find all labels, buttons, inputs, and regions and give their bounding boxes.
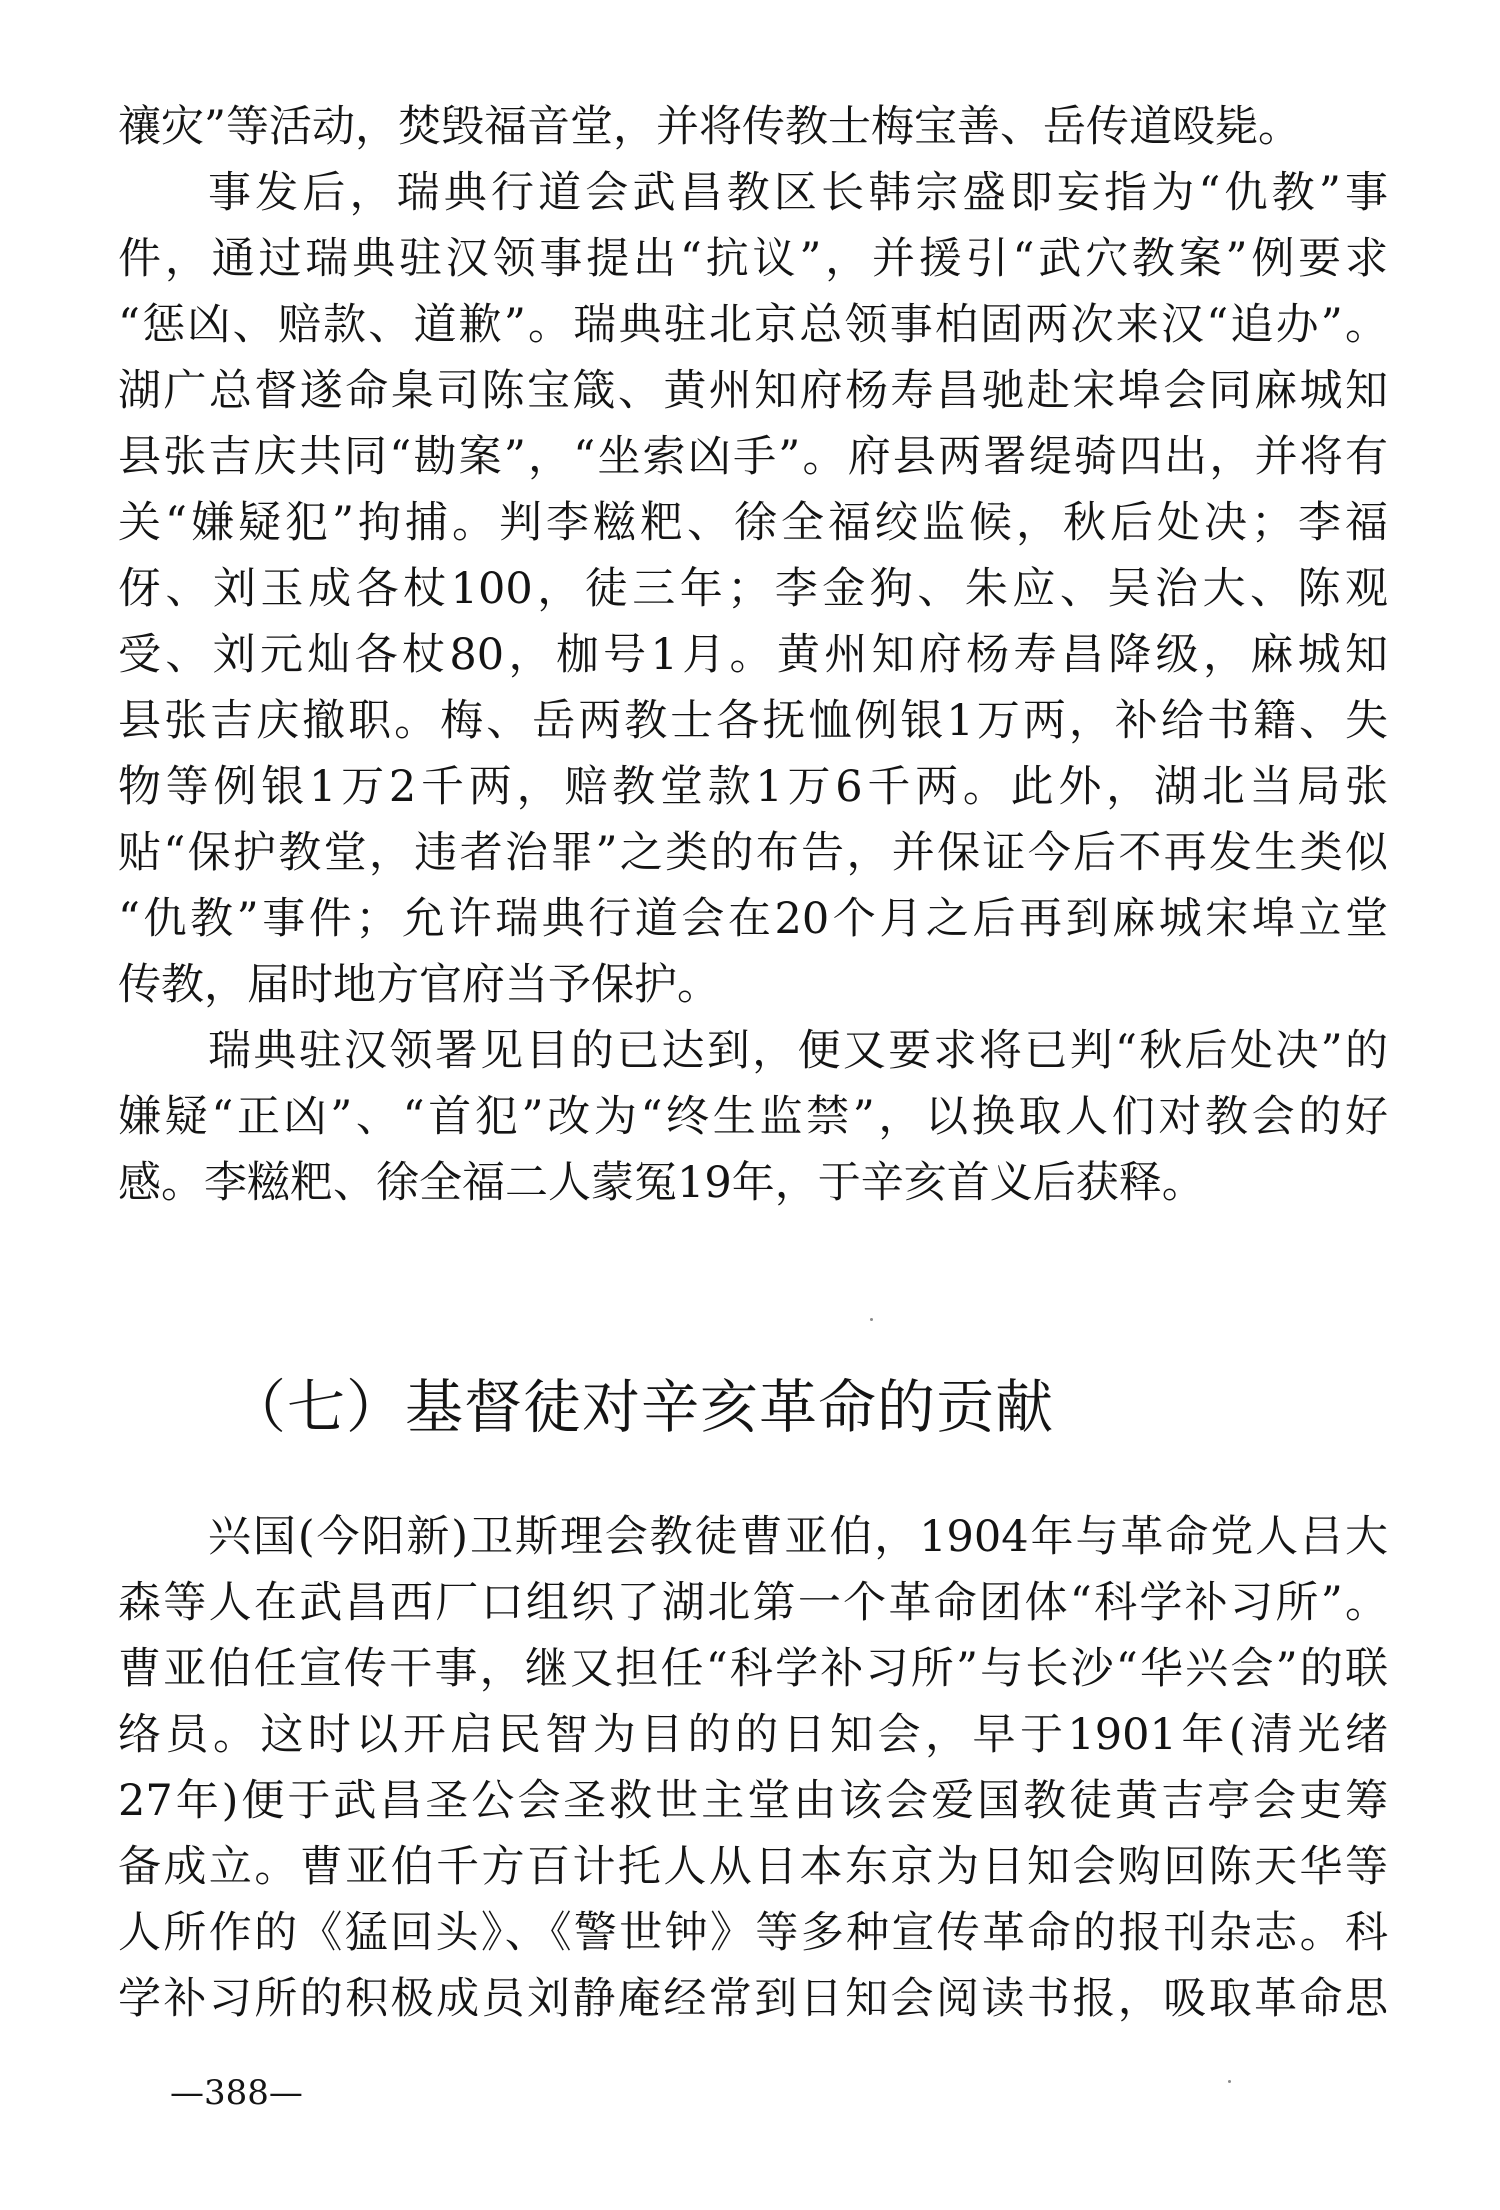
paragraph-1-line-1: 禳灾”等活动，焚毁福音堂，并将传教士梅宝善、岳传道殴毙。 <box>118 102 1301 152</box>
paragraph-2-line-5: 县张吉庆共同“勘案”，“坐索凶手”。府县两署缇骑四出，并将有 <box>118 432 1388 482</box>
paragraph-2-line-7: 伢、刘玉成各杖100，徒三年；李金狗、朱应、吴治大、陈观 <box>118 564 1388 614</box>
paragraph-2-line-10: 物等例银1万2千两，赔教堂款1万6千两。此外，湖北当局张 <box>118 762 1388 812</box>
paragraph-3-line-1: 瑞典驻汉领署见目的已达到，便又要求将已判“秋后处决”的 <box>208 1026 1388 1076</box>
paragraph-2-line-1: 事发后，瑞典行道会武昌教区长韩宗盛即妄指为“仇教”事 <box>208 168 1388 218</box>
page-number: —388— <box>170 2073 303 2113</box>
paragraph-4-line-4: 络员。这时以开启民智为目的的日知会，早于1901年(清光绪 <box>118 1710 1388 1760</box>
paragraph-3-line-3: 感。李糍粑、徐全福二人蒙冤19年，于辛亥首义后获释。 <box>118 1158 1205 1208</box>
paragraph-3-line-2: 嫌疑“正凶”、“首犯”改为“终生监禁”，以换取人们对教会的好 <box>118 1092 1388 1142</box>
paragraph-2-line-13: 传教，届时地方官府当予保护。 <box>118 960 720 1010</box>
paragraph-4-line-7: 人所作的《猛回头》、《警世钟》等多种宣传革命的报刊杂志。科 <box>118 1908 1388 1958</box>
paragraph-2-line-3: “惩凶、赔款、道歉”。瑞典驻北京总领事柏固两次来汉“追办”。 <box>118 300 1388 350</box>
section-heading: （七）基督徒对辛亥革命的贡献 <box>228 1373 1055 1441</box>
paragraph-2-line-9: 县张吉庆撤职。梅、岳两教士各抚恤例银1万两，补给书籍、失 <box>118 696 1388 746</box>
paragraph-2-line-12: “仇教”事件；允许瑞典行道会在20个月之后再到麻城宋埠立堂 <box>118 894 1388 944</box>
paragraph-4-line-1: 兴国(今阳新)卫斯理会教徒曹亚伯，1904年与革命党人吕大 <box>208 1512 1388 1562</box>
paragraph-2-line-2: 件，通过瑞典驻汉领事提出“抗议”，并援引“武穴教案”例要求 <box>118 234 1388 284</box>
paragraph-2-line-11: 贴“保护教堂，违者治罪”之类的布告，并保证今后不再发生类似 <box>118 828 1388 878</box>
paragraph-4-line-8: 学补习所的积极成员刘静庵经常到日知会阅读书报，吸取革命思 <box>118 1974 1388 2024</box>
paragraph-4-line-3: 曹亚伯任宣传干事，继又担任“科学补习所”与长沙“华兴会”的联 <box>118 1644 1388 1694</box>
scan-speck <box>870 1318 873 1321</box>
paragraph-2-line-8: 受、刘元灿各杖80，枷号1月。黄州知府杨寿昌降级，麻城知 <box>118 630 1388 680</box>
paragraph-2-line-6: 关“嫌疑犯”拘捕。判李糍粑、徐全福绞监候，秋后处决；李福 <box>118 498 1388 548</box>
scan-speck <box>1228 2080 1231 2083</box>
paragraph-4-line-5: 27年)便于武昌圣公会圣救世主堂由该会爱国教徒黄吉亭会吏筹 <box>118 1776 1388 1826</box>
paragraph-4-line-2: 森等人在武昌西厂口组织了湖北第一个革命团体“科学补习所”。 <box>118 1578 1388 1628</box>
paragraph-2-line-4: 湖广总督遂命臬司陈宝箴、黄州知府杨寿昌驰赴宋埠会同麻城知 <box>118 366 1388 416</box>
paragraph-4-line-6: 备成立。曹亚伯千方百计托人从日本东京为日知会购回陈天华等 <box>118 1842 1388 1892</box>
